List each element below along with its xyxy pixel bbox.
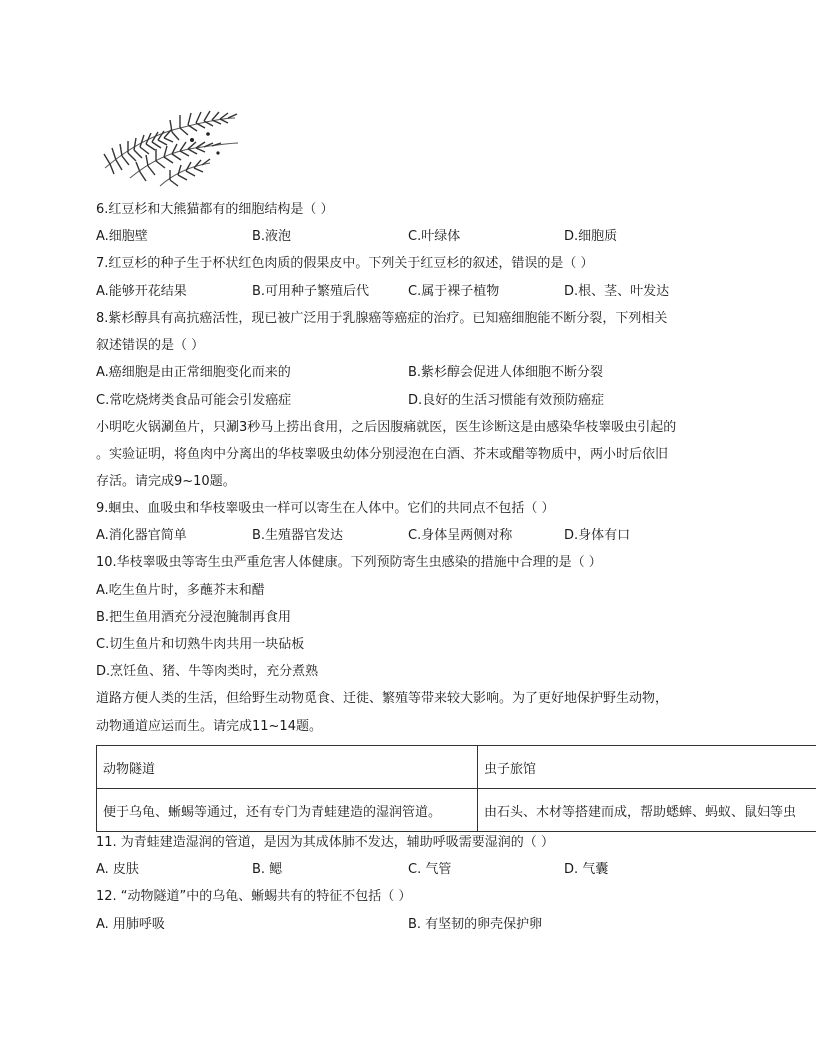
question-12-stem: 12. “动物隧道”中的乌龟、蜥蜴共有的特征不包括（ ） <box>96 889 412 904</box>
yew-branch-illustration <box>100 98 240 190</box>
passage-1-line3: 存活。请完成9~10题。 <box>96 474 236 489</box>
question-9-stem: 9.蛔虫、血吸虫和华枝睾吸虫一样可以寄生在人体中。它们的共同点不包括（ ） <box>96 501 555 516</box>
q10-option-a: A.吃生鱼片时，多蘸芥末和醋 <box>96 583 265 598</box>
table-header-insect-hotel: 虫子旅馆 <box>478 746 816 789</box>
table-cell-insect-hotel: 由石头、木材等搭建而成，帮助蟋蟀、蚂蚁、鼠妇等虫 <box>478 789 816 832</box>
q6-option-a: A.细胞壁 <box>96 229 148 244</box>
question-8-stem-line2: 叙述错误的是（ ） <box>96 338 205 353</box>
q7-option-d: D.根、茎、叶发达 <box>564 284 670 299</box>
q6-option-b: B.液泡 <box>252 229 292 244</box>
passage-1-line1: 小明吃火锅涮鱼片，只涮3秒马上捞出食用，之后因腹痛就医，医生诊断这是由感染华枝睾吸虫引起的 <box>96 420 677 435</box>
table-header-row <box>97 746 816 789</box>
passage-2-line2: 动物通道应运而生。请完成11~14题。 <box>96 719 322 734</box>
q9-option-c: C.身体呈两侧对称 <box>408 528 513 543</box>
q11-option-b: B. 鳃 <box>252 862 283 877</box>
q9-option-a: A.消化器官简单 <box>96 528 187 543</box>
q6-option-d: D.细胞质 <box>564 229 618 244</box>
q12-option-b: B. 有坚韧的卵壳保护卵 <box>408 917 543 932</box>
table-row <box>97 789 816 832</box>
q9-option-d: D.身体有口 <box>564 528 631 543</box>
q7-option-a: A.能够开花结果 <box>96 284 187 299</box>
q10-option-b: B.把生鱼用酒充分浸泡腌制再食用 <box>96 610 292 625</box>
q10-option-d: D.烹饪鱼、猪、牛等肉类时，充分煮熟 <box>96 664 319 679</box>
q8-option-a: A.癌细胞是由正常细胞变化而来的 <box>96 365 291 380</box>
q12-option-a: A. 用肺呼吸 <box>96 917 165 932</box>
q11-option-a: A. 皮肤 <box>96 862 139 877</box>
q10-option-c: C.切生鱼片和切熟牛肉共用一块砧板 <box>96 637 305 652</box>
q9-option-b: B.生殖器官发达 <box>252 528 344 543</box>
q8-option-c: C.常吃烧烤类食品可能会引发癌症 <box>96 393 292 408</box>
question-11-stem: 11. 为青蛙建造湿润的管道，是因为其成体肺不发达，辅助呼吸需要湿润的（ ） <box>96 835 554 850</box>
q7-option-b: B.可用种子繁殖后代 <box>252 284 370 299</box>
q11-option-c: C. 气管 <box>408 862 452 877</box>
q7-option-c: C.属于裸子植物 <box>408 284 500 299</box>
question-6-stem: 6.红豆杉和大熊猫都有的细胞结构是（ ） <box>96 202 334 217</box>
table-cell-tunnel: 便于乌龟、蜥蜴等通过，还有专门为青蛙建造的湿润管道。 <box>97 789 478 832</box>
question-7-stem: 7.红豆杉的种子生于杯状红色肉质的假果皮中。下列关于红豆杉的叙述，错误的是（ ） <box>96 256 594 271</box>
q6-option-c: C.叶绿体 <box>408 229 461 244</box>
animal-passage-table <box>96 745 816 832</box>
question-10-stem: 10.华枝睾吸虫等寄生虫严重危害人体健康。下列预防寄生虫感染的措施中合理的是（ ） <box>96 555 602 570</box>
passage-1-line2: 。实验证明，将鱼肉中分离出的华枝睾吸虫幼体分别浸泡在白酒、芥末或醋等物质中，两小时后依旧 <box>96 447 669 462</box>
q11-option-d: D. 气囊 <box>564 862 609 877</box>
q8-option-b: B.紫杉醇会促进人体细胞不断分裂 <box>408 365 604 380</box>
table-header-tunnel: 动物隧道 <box>97 746 478 789</box>
q8-option-d: D.良好的生活习惯能有效预防癌症 <box>408 393 605 408</box>
passage-2-line1: 道路方便人类的生活，但给野生动物觅食、迁徙、繁殖等带来较大影响。为了更好地保护野生动物， <box>96 691 669 706</box>
question-8-stem-line1: 8.紫杉醇具有高抗癌活性，现已被广泛用于乳腺癌等癌症的治疗。已知癌细胞能不断分裂，下列相关 <box>96 311 668 326</box>
